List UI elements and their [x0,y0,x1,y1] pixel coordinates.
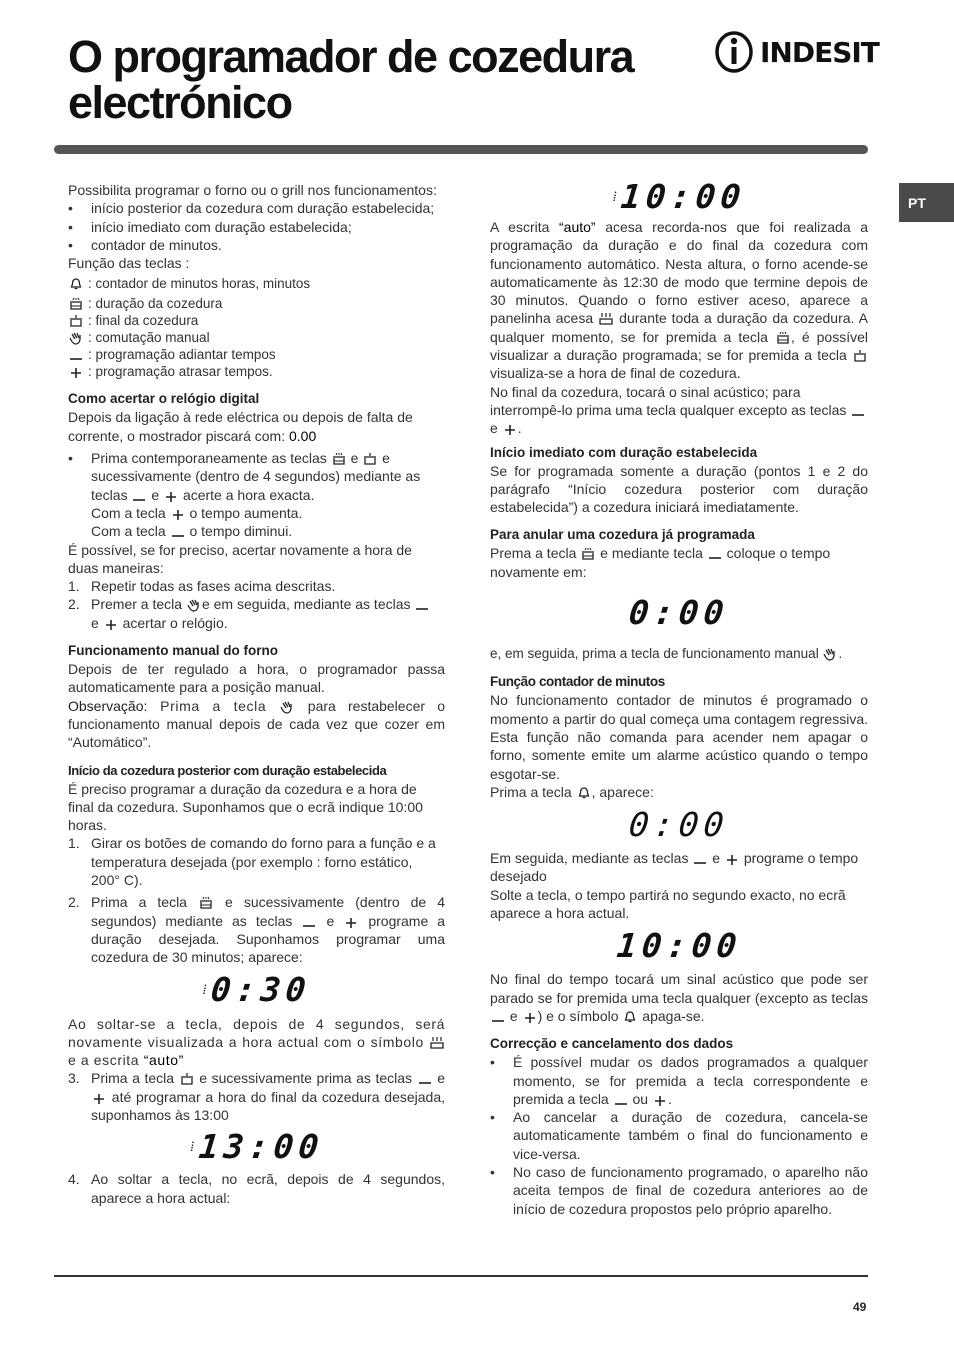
legend-item: : contador de minutos horas, minutos [68,275,445,292]
legend-item: : programação adiantar tempos [68,346,445,363]
clock-again: É possível, se for preciso, acertar novamente a hora de duas maneiras: [68,541,412,576]
list-item: • início posterior da cozedura com duração estabelecida; [68,200,435,217]
observation: Observação: Prima a tecla para restabelecer o funcionamento manual depois de cada vez que cozer em “Automático”. [68,697,445,751]
title-line2: electrónico [68,77,292,128]
legend-item: : comutação manual [68,329,445,346]
language-tab: PT [899,183,954,222]
legend-item: : duração da cozedura [68,295,445,312]
cancel-text: Prema a tecla e mediante tecla coloque o tempo novamente em: [490,545,831,580]
brand-name: INDESIT [760,35,879,69]
clock-options [68,577,445,632]
pot-duration-icon [775,331,791,345]
display-readout-030: ⁞ 0:30 [202,970,313,1010]
keys-legend [68,275,445,380]
minus-icon [131,489,147,503]
minus-icon [68,348,84,362]
pot-small-icon [598,312,614,326]
plus-icon [502,422,518,436]
cancel-heading: Para anular uma cozedura já programada [490,527,755,543]
plus-icon [343,915,359,929]
clock-text: Depois da ligação à rede eléctrica ou depois de falta de corrente, o mostrador piscará com: 0.00 [68,409,413,444]
list-item: 2. Prima a tecla e sucessivamente (dentro de 4 segundos) mediante as teclas e programe a duração desejada. Suponhamos programar uma cozedura de 30 minutos; aparece: [68,894,446,966]
correction-list [490,1053,868,1218]
intro-text: Possibilita programar o forno ou o grill nos funcionamentos: [68,182,437,198]
end-text: No final da cozedura, tocará o sinal acústico; para interrompê-lo prima uma tecla qualquer excepto as teclas e . [490,383,868,438]
pot-end-icon [68,314,84,328]
pot-end-icon [179,1072,195,1086]
pot-duration-icon [198,896,214,910]
legend-item: : programação atrasar tempos. [68,363,445,380]
intro-list [68,199,445,254]
timer-heading: Função contador de minutos [490,674,665,690]
timer-text: No funcionamento contador de minutos é programado o momento a partir do qual começa uma contagem regressiva. Esta função não comanda para acender nem apagar o forno, somente emite um alarme acústico quando o tempo esgotar-se. [490,692,868,782]
minus-icon [850,404,866,418]
cancel-after: e, em seguida, prima a tecla de funcionamento manual . [490,646,843,662]
delayed-steps-3 [68,1170,445,1207]
brand-logo [714,30,879,74]
plus-icon [68,365,84,379]
manual-text: Depois de ter regulado a hora, o programador passa automaticamente para a posição manual. [68,661,445,696]
pot-small-icon [429,1036,445,1050]
immediate-heading: Início imediato com duração estabelecida [490,444,758,460]
minus-icon [417,1072,433,1086]
list-item: 1. Girar os botões de comando do forno para a função e a temperatura desejada (por exemplo : forno estático, 200° C). [68,835,436,889]
timer-set: Em seguida, mediante as teclas e programe o tempo desejado [490,850,859,885]
release-text: Ao soltar-se a tecla, depois de 4 segundos, será novamente visualizada a hora actual com o símbolo e a escrita “auto” [68,1015,445,1069]
immediate-text: Se for programada somente a duração (pontos 1 e 2 do parágrafo “Início cozedura posterior com duração estabelecida”) a cozedura iniciará imediatamente. [490,462,868,516]
list-item: • início imediato com duração estabelecida; [68,218,352,235]
plus-icon [170,507,186,521]
hand-icon [186,598,202,612]
brand-mark-icon [714,30,754,74]
delayed-heading: Início da cozedura posterior com duração estabelecida [68,762,387,778]
timer-release: Solte a tecla, o tempo partirá no segundo exacto, no ecrã aparece a hora actual. [490,886,846,922]
page-number: 49 [853,1300,867,1314]
clock-list [68,449,445,540]
minus-icon [490,1010,506,1024]
legend-item: : final da cozedura [68,312,445,329]
display-readout-1000-timer: 10:00 [614,926,744,966]
delayed-steps-2 [68,1069,445,1124]
pot-duration-icon [68,297,84,311]
bell-icon [68,277,84,291]
page-title [68,31,634,128]
display-readout-1000-auto: ⁞ 10:00 [612,176,748,216]
plus-icon [103,617,119,631]
list-item: • Prima contemporaneamente as teclas e e sucessivamente (dentro de 4 segundos) mediante as teclas e acerte a hora exacta. Com a tecla o tempo aumenta. Com a tecla o tempo diminui. [68,450,421,540]
list-item: • Ao cancelar a duração de cozedura, cancela-se automaticamente também o final do funcionamento e vice-versa. [490,1109,868,1162]
delayed-text: É preciso programar a duração da cozedura e a hora de final da cozedura. Suponhamos que o ecrã indique 10:00 horas. [68,780,423,834]
list-item: 2. Premer a tecla e em seguida, mediante as teclas e acertar o relógio. [68,595,445,632]
title-line1: O programador de cozedura [68,31,634,82]
plus-icon [163,489,179,503]
manual-heading: Funcionamento manual do forno [68,643,278,659]
bell-icon [576,786,592,800]
correction-heading: Correcção e cancelamento dos dados [490,1036,734,1052]
list-item: 1. Repetir todas as fases acima descritas. [68,578,336,595]
pot-duration-icon [580,547,596,561]
pot-end-icon [362,452,378,466]
minus-icon [170,525,186,539]
clock-value: 0.00 [288,427,317,444]
display-readout-1300: ⁞ 13:00 [189,1127,326,1167]
left-column [68,181,445,1207]
footer-rule [54,1275,868,1277]
plus-icon [652,1093,668,1107]
hand-icon [68,331,84,345]
clock-heading: Como acertar o relógio digital [68,391,260,407]
pot-duration-icon [331,452,347,466]
list-item: • É possível mudar os dados programados a qualquer momento, se for premida a tecla correspondente e premida a tecla ou . [490,1054,868,1107]
pot-end-icon [852,349,868,363]
display-readout-000-cancel: 0:00 [627,592,731,632]
display-readout-000-timer: 0:00 [627,804,731,844]
minus-icon [692,852,708,866]
keys-title: Função das teclas : [68,255,190,272]
auto-text: A escrita “auto” acesa recorda-nos que foi realizada a programação da duração e do final da cozedura com funcionamento automático. Nesta altura, o forno acende-se automaticamente às 12:30 de modo que termine depois de 30 minutos. Quando o forno estiver aceso, aparece a panelinha acesa durante toda a duração da cozedura. A qualquer momento, se for premida a tecla , é possível visualizar a duração programada; se for premida a tecla visualiza-se a hora de final de cozedura. [490,219,869,382]
plus-icon [522,1010,538,1024]
list-item: 3. Prima a tecla e sucessivamente prima as teclas e até programar a hora do final da cozedura desejada, suponhamos às 13:00 [68,1070,446,1123]
right-column [490,176,868,1218]
timer-end: No final do tempo tocará um sinal acústico que pode ser parado se for premida uma tecla qualquer (excepto as teclas e ) e o símbolo apaga-se. [490,971,868,1024]
list-item: • contador de minutos. [68,236,222,253]
minus-icon [707,547,723,561]
minus-icon [414,598,430,612]
delayed-steps [68,834,445,966]
list-item: 4. Ao soltar a tecla, no ecrã, depois de 4 segundos, aparece a hora actual: [68,1171,445,1206]
bell-icon [622,1010,638,1024]
list-item: • No caso de funcionamento programado, o aparelho não aceita tempos de final de cozedura anteriores ao de início de cozedura propostos pelo próprio aparelho. [490,1163,868,1217]
hand-icon [822,647,838,661]
minus-icon [613,1093,629,1107]
minus-icon [301,915,317,929]
plus-icon [724,852,740,866]
timer-press: Prima a tecla , aparece: [490,783,654,800]
hand-icon [279,700,295,714]
header-rule [54,145,868,154]
plus-icon [91,1091,107,1105]
